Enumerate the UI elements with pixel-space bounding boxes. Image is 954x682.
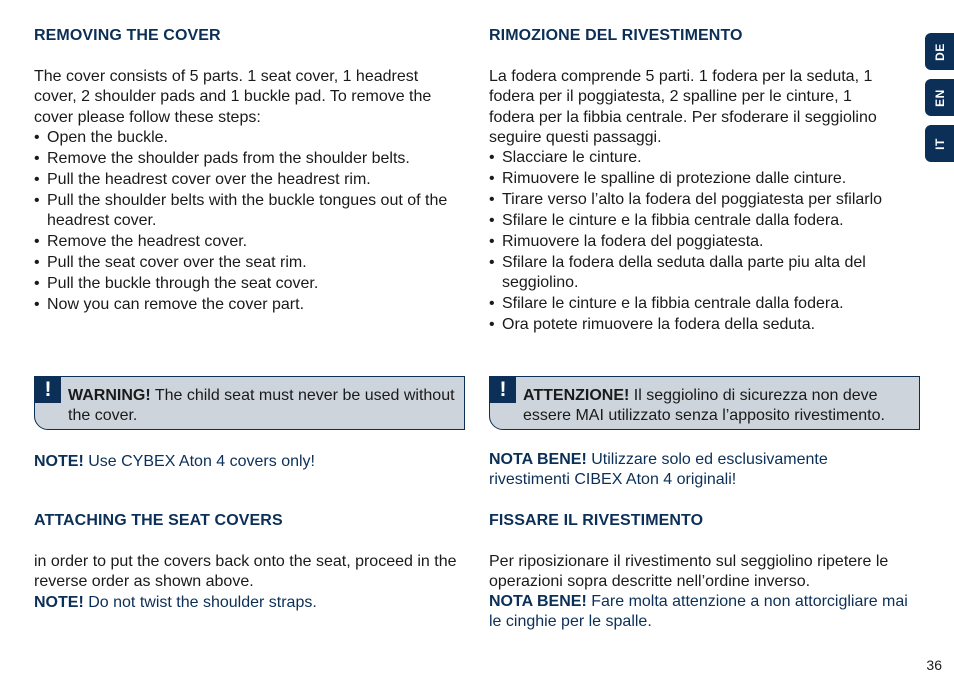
list-item: • Rimuovere la fodera del poggiatesta. [489, 232, 909, 252]
attach-paragraph: in order to put the covers back onto the seat, proceed in the reverse order as shown above. [34, 553, 457, 591]
warning-text [523, 386, 911, 427]
warning-box [489, 376, 920, 430]
tab-en[interactable] [925, 79, 954, 116]
warning-label: ATTENZIONE! [523, 387, 630, 404]
warning-box [34, 376, 465, 430]
list-item: • Open the buckle. [34, 128, 464, 148]
note-label: NOTE! [34, 594, 84, 611]
attach-paragraph: Per riposizionare il rivestimento sul seggiolino ripetere le operazioni sopra descritte nell’ordine inverso. [489, 553, 889, 591]
heading-attaching-covers: ATTACHING THE SEAT COVERS [34, 512, 283, 529]
warning-body: Il seggiolino di sicurezza non deve essere MAI utilizzato senza l’apposito rivestimento. [523, 387, 885, 425]
heading-rimozione: RIMOZIONE DEL RIVESTIMENTO [489, 27, 743, 44]
list-item: • Pull the seat cover over the seat rim. [34, 253, 464, 273]
list-item: • Pull the shoulder belts with the buckle tongues out of the headrest cover. [34, 191, 464, 232]
removal-steps-list [34, 128, 464, 316]
intro-paragraph: La fodera comprende 5 parti. 1 fodera per la seduta, 1 fodera per il poggiatesta, 2 spalline per le cinture, 1 fodera per la fibbia centrale. Per sfoderare il seggiolino seguire questi passaggi. [489, 68, 877, 147]
warning-body: The child seat must never be used without the cover. [68, 387, 455, 425]
note-body: Fare molta attenzione a non attorcigliare mai le cinghie per le spalle. [489, 593, 908, 631]
page-number: 36 [926, 657, 942, 673]
note-covers [489, 450, 889, 491]
note-straps [34, 593, 464, 613]
exclamation-icon: ! [490, 377, 516, 403]
list-item: • Sfilare le cinture e la fibbia centrale dalla fodera. [489, 294, 909, 314]
heading-removing-cover: REMOVING THE COVER [34, 27, 221, 44]
intro-paragraph: The cover consists of 5 parts. 1 seat cover, 1 headrest cover, 2 shoulder pads and 1 buckle pad. To remove the cover please follow these steps: [34, 68, 432, 126]
note-label: NOTA BENE! [489, 451, 587, 468]
note-straps [489, 592, 921, 633]
note-label: NOTE! [34, 453, 84, 470]
list-item: • Sfilare la fodera della seduta dalla parte piu alta del seggiolino. [489, 253, 909, 294]
list-item: • Slacciare le cinture. [489, 148, 909, 168]
list-item: • Pull the buckle through the seat cover. [34, 274, 464, 294]
list-item: • Now you can remove the cover part. [34, 295, 464, 315]
tab-label: EN [932, 88, 947, 107]
list-item: • Ora potete rimuovere la fodera della seduta. [489, 315, 909, 335]
list-item: • Rimuovere le spalline di protezione dalle cinture. [489, 169, 909, 189]
note-label: NOTA BENE! [489, 593, 587, 610]
note-body: Utilizzare solo ed esclusivamente rivestimenti CIBEX Aton 4 originali! [489, 451, 828, 489]
note-covers [34, 452, 464, 472]
tab-de[interactable] [925, 33, 954, 70]
tab-it[interactable] [925, 125, 954, 162]
warning-label: WARNING! [68, 387, 151, 404]
heading-fissare: FISSARE IL RIVESTIMENTO [489, 512, 704, 529]
tab-label: DE [932, 42, 947, 61]
exclamation-icon: ! [35, 377, 61, 403]
list-item: • Tirare verso l’alto la fodera del poggiatesta per sfilarlo [489, 190, 909, 210]
list-item: • Sfilare le cinture e la fibbia centrale dalla fodera. [489, 211, 909, 231]
tab-label: IT [932, 137, 947, 150]
warning-text [68, 386, 456, 427]
note-body: Use CYBEX Aton 4 covers only! [83, 453, 315, 470]
note-body: Do not twist the shoulder straps. [83, 594, 317, 611]
list-item: • Remove the shoulder pads from the shoulder belts. [34, 149, 464, 169]
list-item: • Remove the headrest cover. [34, 232, 464, 252]
list-item: • Pull the headrest cover over the headrest rim. [34, 170, 464, 190]
removal-steps-list [489, 148, 909, 336]
